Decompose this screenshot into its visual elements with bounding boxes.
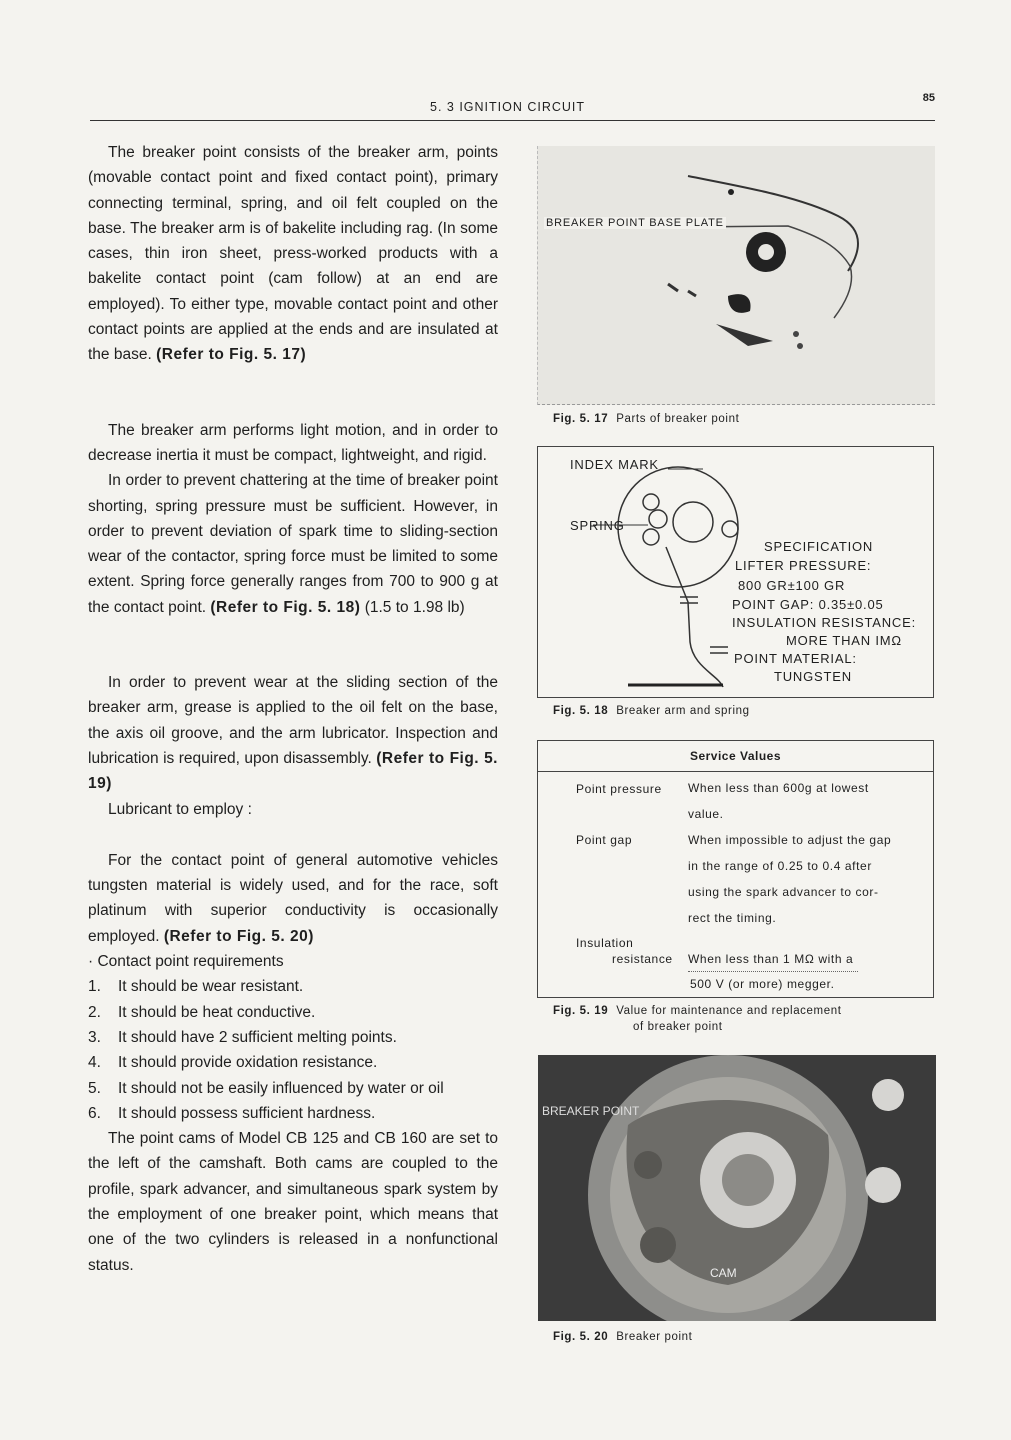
svg-text:CAM: CAM	[710, 1266, 737, 1280]
paragraph-contact-material: For the contact point of general automotive vehicles tungsten material is widely used, and for the race, soft platinum with superior conductivity is occasionally employed. (Refer to Fig. 5. 20)	[88, 851, 498, 945]
list-item: 3. It should have 2 sufficient melting points.	[88, 1028, 397, 1046]
page-header	[90, 92, 935, 121]
figure-caption-line-2: of breaker point	[633, 1021, 723, 1033]
table-row-key: Insulation	[576, 936, 634, 950]
requirements-heading: · Contact point requirements	[88, 953, 284, 971]
paragraph-lubrication: In order to prevent wear at the sliding section of the breaker arm, grease is applied to the oil felt on the base, the axis oil groove, and the arm lubricator. Inspection and lubrication is required, upon disassembly. (Refer to Fig. 5. 19)	[88, 674, 498, 793]
paragraph-breaker-point: The breaker point consists of the breaker arm, points (movable contact point and fixed contact point), primary connecting terminal, spring, and oil felt coupled on the base. The breaker arm is of bakelite including rag. (In some cases, thin iron sheet, press-worked products with a bakelite contact point (cam follow) at an end are employed). To either type, movable contact point and other contact points are applied at the ends and are insulated at the base. (Refer to Fig. 5. 17)	[88, 144, 498, 364]
spec-point-gap: POINT GAP: 0.35±0.05	[732, 597, 884, 612]
paragraph-point-cams: The point cams of Model CB 125 and CB 160 are set to the left of the camshaft. Both cams are coupled to the profile, spark advancer, and simultaneous spark system by the employment of one breaker point, which means that one of the two cylinders is released in a nonfunctional status.	[88, 1130, 498, 1274]
service-values-table	[537, 740, 934, 998]
lubricant-line: Lubricant to employ :	[108, 800, 252, 818]
paragraph-spring-pressure: In order to prevent chattering at the time of breaker point shorting, spring pressure must be sufficient. However, in order to prevent deviation of spark time to sliding-section wear of the contactor, spring force must be limited to some extent. Spring force generally ranges from 700 to 900 g at the contact point. (Refer to Fig. 5. 18) (1.5 to 1.98 lb)	[88, 472, 498, 616]
spec-lifter-value: 800 GR±100 GR	[738, 578, 846, 593]
section-title: 5. 3 IGNITION CIRCUIT	[430, 100, 586, 114]
table-cell: rect the timing.	[688, 911, 777, 925]
figure-reference: (Refer to Fig. 5. 17)	[156, 346, 307, 364]
breaker-point-photo	[538, 1055, 936, 1321]
list-item: 4. It should provide oxidation resistance.	[88, 1054, 378, 1072]
paragraph-breaker-arm: The breaker arm performs light motion, and in order to decrease inertia it must be compact, lightweight, and rigid.	[88, 421, 498, 464]
table-cell: using the spark advancer to cor-	[688, 885, 879, 899]
body-text-column	[88, 140, 498, 1278]
breaker-parts-illustration	[538, 146, 935, 404]
base-plate-label: BREAKER POINT BASE PLATE	[546, 217, 724, 229]
figure-parts-photo	[537, 146, 935, 405]
list-item: 6. It should possess sufficient hardness.	[88, 1104, 376, 1122]
list-item: 1. It should be wear resistant.	[88, 978, 304, 996]
table-cell: value.	[688, 807, 724, 821]
spec-insulation: INSULATION RESISTANCE:	[732, 615, 916, 630]
figure-caption: Fig. 5. 20 Breaker point	[553, 1331, 693, 1343]
table-cell: 500 V (or more) megger.	[690, 977, 835, 991]
breaker-point-photo-illustration	[538, 1055, 936, 1321]
table-cell: in the range of 0.25 to 0.4 after	[688, 859, 872, 873]
table-row-key: Point pressure	[576, 782, 662, 796]
figure-breaker-arm-diagram	[537, 446, 934, 698]
page-number: 85	[922, 92, 935, 104]
table-header: Service Values	[538, 741, 933, 772]
list-item: 2. It should be heat conductive.	[88, 1003, 316, 1021]
spring-label: SPRING	[570, 518, 625, 533]
svg-text:BREAKER POINT: BREAKER POINT	[542, 1104, 640, 1118]
figure-caption: Fig. 5. 17 Parts of breaker point	[553, 413, 740, 425]
figure-caption: Fig. 5. 18 Breaker arm and spring	[553, 705, 750, 717]
spec-point-material: POINT MATERIAL:	[734, 651, 857, 666]
spec-lifter-pressure: LIFTER PRESSURE:	[735, 558, 872, 573]
figure-reference: (Refer to Fig. 5. 20)	[163, 927, 314, 945]
list-item: 5. It should not be easily influenced by water or oil	[88, 1079, 444, 1097]
specification-title: SPECIFICATION	[764, 539, 874, 554]
table-row-key: Point gap	[576, 833, 633, 847]
table-cell: When impossible to adjust the gap	[688, 833, 892, 847]
table-cell: When less than 600g at lowest	[688, 781, 869, 795]
figure-reference: (Refer to Fig. 5. 18)	[210, 598, 361, 616]
table-row-key: resistance	[612, 952, 673, 966]
figure-reference: (Refer to Fig. 5. 19)	[88, 749, 498, 793]
index-mark-label: INDEX MARK	[570, 457, 659, 472]
figure-caption: Fig. 5. 19 Value for maintenance and replacement	[553, 1005, 842, 1017]
spec-insulation-value: MORE THAN IMΩ	[786, 633, 902, 648]
requirements-list	[88, 974, 498, 1126]
table-cell: When less than 1 MΩ with a	[688, 952, 854, 966]
spec-material-value: TUNGSTEN	[774, 669, 852, 684]
